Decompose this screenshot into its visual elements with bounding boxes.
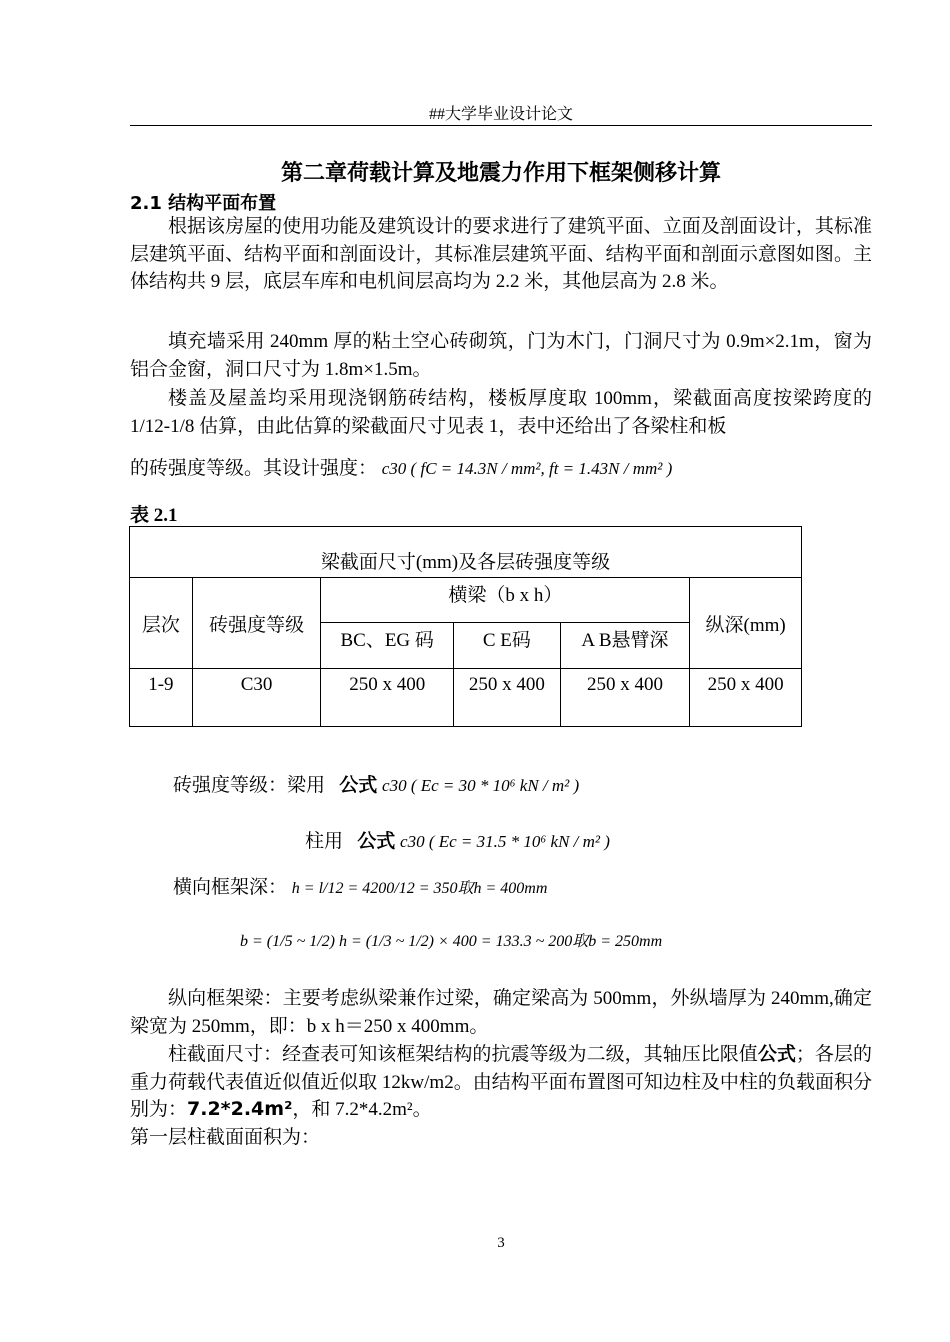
page-header: ##大学毕业设计论文 xyxy=(428,106,573,123)
beam-formula-keyword: 公式 xyxy=(339,774,378,796)
header-grade: 砖强度等级 xyxy=(192,578,321,669)
header-beam-ab: A B悬臂深 xyxy=(560,623,690,669)
transverse-beam-line xyxy=(173,872,547,899)
section-title: 2.1 结构平面布置 xyxy=(130,193,277,214)
table-label: 表 2.1 xyxy=(130,505,178,526)
cell-longitudinal: 250 x 400 xyxy=(690,669,802,727)
paragraph-longitudinal-beam: 纵向框架梁：主要考虑纵梁兼作过梁，确定梁高为 500mm，外纵墙厚为 240mm,确定梁宽为 250mm，即：b x h＝250 x 400mm。 xyxy=(130,988,872,1037)
header-longitudinal: 纵深(mm) xyxy=(690,578,802,669)
beam-section-table xyxy=(129,526,802,727)
paragraph-layout: 根据该房屋的使用功能及建筑设计的要求进行了建筑平面、立面及剖面设计，其标准层建筑平面、结构平面和剖面设计，其标准层建筑平面、结构平面和剖面示意图如图。主体结构共 9 层，底层车库和电机间层高均为 2.2 米，其他层高为 2.8 米。 xyxy=(130,216,872,292)
column-modulus-formula: c30 ( Ec = 31.5 * 10⁶ kN / m² ) xyxy=(400,832,610,851)
cell-bc-eg: 250 x 400 xyxy=(321,669,454,727)
column-formula-keyword: 公式 xyxy=(357,830,396,852)
page-number: 3 xyxy=(497,1235,505,1251)
paragraph-column-section xyxy=(130,1041,872,1124)
chapter-title: 第二章荷载计算及地震力作用下框架侧移计算 xyxy=(280,161,721,186)
header-beam-group: 横梁（b x h） xyxy=(321,578,690,623)
design-strength-label: 的砖强度等级。其设计强度： xyxy=(130,458,378,479)
paragraph-floor-slab: 楼盖及屋盖均采用现浇钢筋砖结构，楼板厚度取 100mm，梁截面高度按梁跨度的 1/12-1/8 估算，由此估算的梁截面尺寸见表 1，表中还给出了各梁柱和板 xyxy=(130,388,872,437)
beam-width-formula: b = (1/5 ~ 1/2) h = (1/3 ~ 1/2) × 400 = 133.3 ~ 200取b = 250mm xyxy=(240,933,663,950)
header-beam-bc-eg: BC、EG 码 xyxy=(321,623,454,669)
transverse-beam-formula: h = l/12 = 4200/12 = 350取h = 400mm xyxy=(291,880,548,897)
header-rule xyxy=(130,125,872,126)
paragraph-infill-wall: 填充墙采用 240mm 厚的粘土空心砖砌筑，门为木门，门洞尺寸为 0.9m×2.1m，窗为铝合金窗，洞口尺寸为 1.8m×1.5m。 xyxy=(130,331,872,380)
cell-floor: 1-9 xyxy=(130,669,193,727)
beam-width-line xyxy=(240,928,662,952)
cell-grade: C30 xyxy=(192,669,321,727)
column-section-text-c: ，和 7.2*4.2m²。 xyxy=(292,1099,432,1120)
column-section-text-a: 柱截面尺寸：经查表可知该框架结构的抗震等级为二级，其轴压比限值 xyxy=(168,1044,758,1065)
beam-modulus-formula: c30 ( Ec = 30 * 10⁶ kN / m² ) xyxy=(382,776,580,795)
column-modulus-label: 柱用 xyxy=(305,831,344,852)
design-strength-formula: c30 ( fC = 14.3N / mm², ft = 1.43N / mm² ) xyxy=(381,459,673,478)
header-floor: 层次 xyxy=(130,578,193,669)
table-caption: 梁截面尺寸(mm)及各层砖强度等级 xyxy=(130,527,802,578)
paragraph-first-floor: 第一层柱截面面积为： xyxy=(130,1127,321,1148)
cell-ce: 250 x 400 xyxy=(454,669,561,727)
column-modulus-line xyxy=(305,826,610,853)
column-section-keyword: 公式 xyxy=(757,1043,796,1065)
column-section-text-b: ；各层的重力荷载代表值近似值近似取 12kw/m2。由结构平面布置图可知边柱及中柱的负载面积分别为： xyxy=(130,1044,872,1120)
transverse-beam-label: 横向框架深： xyxy=(173,877,288,898)
column-section-bold-area: 7.2*2.4m² xyxy=(187,1098,293,1120)
header-beam-ce: C E码 xyxy=(454,623,561,669)
beam-modulus-label: 砖强度等级：梁用 xyxy=(173,775,326,796)
cell-ab: 250 x 400 xyxy=(560,669,690,727)
design-strength-line xyxy=(130,453,672,480)
beam-modulus-line xyxy=(173,770,579,797)
